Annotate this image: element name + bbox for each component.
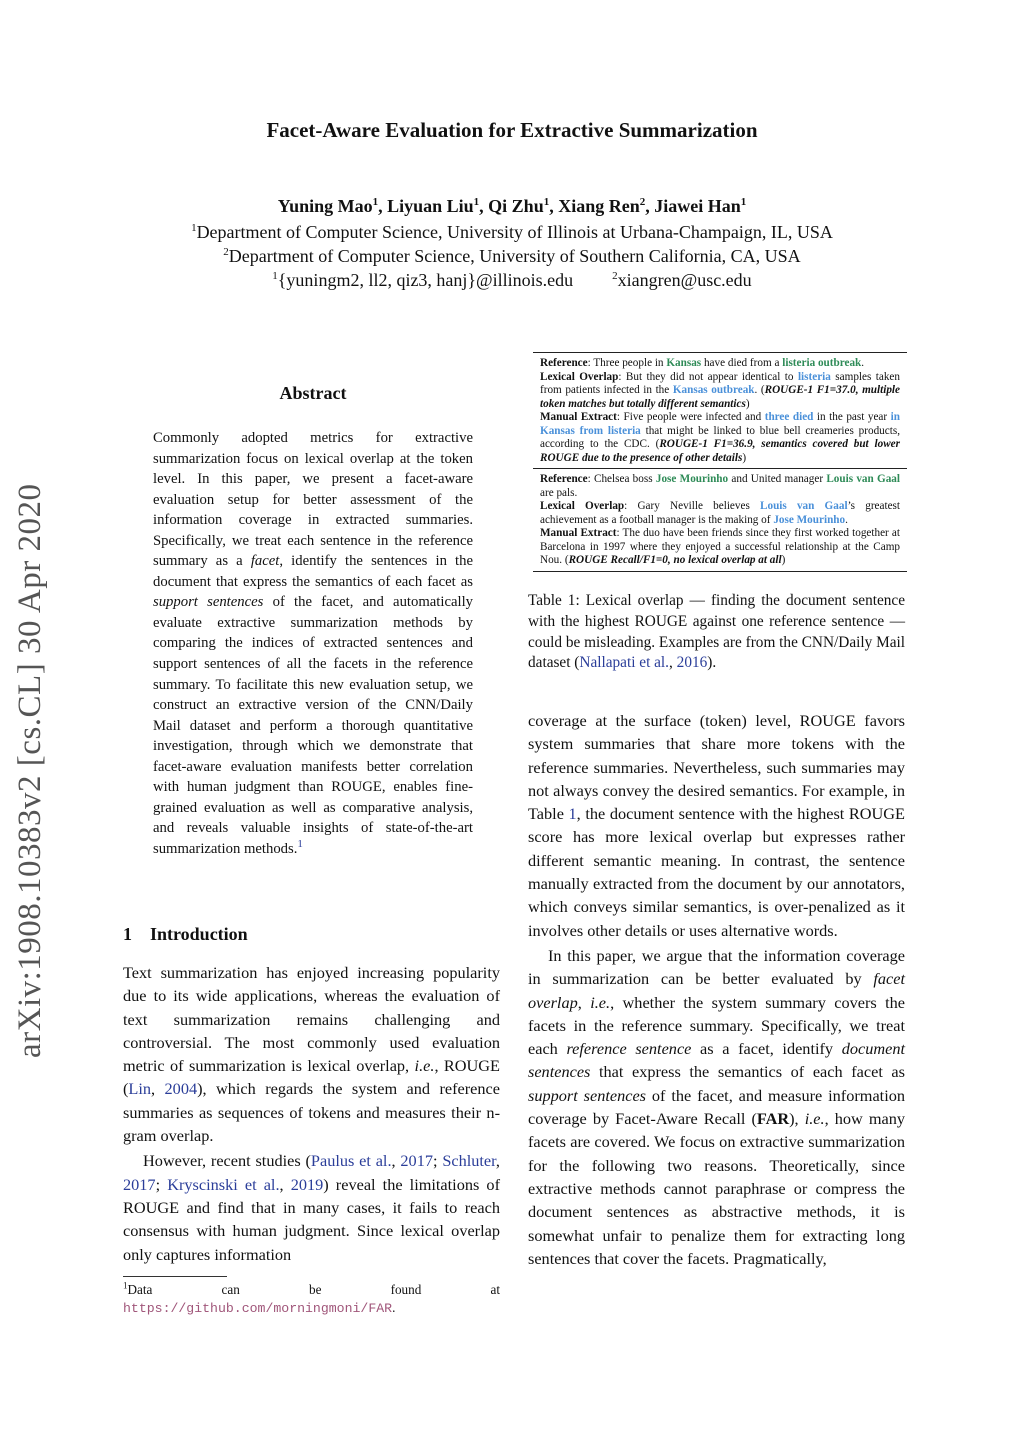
author-sup: 1 (473, 196, 480, 208)
citation-link[interactable]: Lin (128, 1079, 152, 1099)
footnote-link[interactable]: 1 (297, 838, 303, 851)
example-2-manual-extract: Manual Extract: The duo have been friends since they first worked together at Barcelona in 1997 where they enjoyed a successful relationship at the Camp Nou. (ROUGE Recall/F1=0, no lexical overlap at all) (540, 527, 900, 566)
affiliation-2 (0, 244, 1024, 268)
email-line (0, 268, 1024, 292)
citation-link[interactable]: Schluter (442, 1151, 496, 1171)
abstract-heading: Abstract (279, 383, 347, 403)
example-1-manual-extract: Manual Extract: Five people were infected and three died in the past year in Kansas from listeria that might be linked to blue bell creameries products, according to the CDC. (ROUGE-1 F1=36.9, semantics covered but lower ROUGE due to the presence of other details) (540, 411, 900, 464)
abstract-emphasis: facet (250, 553, 280, 570)
author-list: Yuning Mao$^1$, Liyuan Liu$^1$, Qi Zhu$^1$, Xiang Ren$^2$, Jiawei Han$^1$ (277, 196, 747, 216)
aff-text: Department of Computer Science, University of Southern California, CA, USA (228, 246, 801, 266)
table-1 (533, 352, 907, 572)
right-paragraph-2: In this paper, we argue that the information coverage in summarization can be better evaluated by facet overlap, i.e., whether the system summary covers the facets in the reference summary. Specifically, we treat each reference sentence as a facet, identify document sentences that express the semantics of each facet as support sentences of the facet, and measure information coverage by Facet-Aware Recall (FAR), i.e., how many facets are covered. We focus on extractive summarization for the following two reasons. Theoretically, since extractive methods cannot paraphrase or compress the document sentences as abstractive methods, it is somewhat unfair to penalize them for extracting long sentences that cover the facets. Pragmatically, (528, 945, 906, 1268)
paper-title: Facet-Aware Evaluation for Extractive Summarization (266, 118, 758, 142)
citation-year-link[interactable]: 2004 (164, 1079, 198, 1099)
intro-left-column (123, 961, 500, 1266)
intro-right-column (528, 709, 905, 1270)
citation-year-link[interactable]: 2016 (676, 654, 708, 672)
author-name: Xiang Ren (558, 196, 640, 216)
example-2-reference: Reference: Chelsea boss Jose Mourinho and United manager Louis van Gaal are pals. (540, 473, 900, 499)
footnote-url-link[interactable]: https://github.com/morningmoni/FAR (123, 1300, 393, 1316)
affiliation-1 (0, 220, 1024, 244)
author-sup: 2 (639, 196, 646, 208)
intro-paragraph-2: However, recent studies (Paulus et al., 2017; Schluter, 2017; Kryscinski et al., 2019) reveal the limitations of ROUGE and find that in many cases, it fails to reach consensus with human judgment. Since lexical overlap only captures information (123, 1151, 500, 1264)
author-sup: 1 (543, 196, 550, 208)
abstract-text: , identify the sentences in the document that express the semantics of each facet as (153, 553, 473, 590)
example-1-lexical-overlap: Lexical Overlap: But they did not appear identical to listeria samples taken from patients infected in the Kansas outbreak. (ROUGE-1 F1=37.0, multiple token matches but totally different semantics) (540, 370, 900, 410)
table-caption: Table 1: Lexical overlap — finding the document sentence with the highest ROUGE against one reference sentence — could be misleading. Examples are from the CNN/Daily Mail dataset (Nallapati et al., 2016). (528, 592, 905, 672)
abstract-emphasis: support sentences (153, 594, 264, 611)
author-sup: 1 (740, 196, 747, 208)
author-sup: 1 (372, 196, 379, 208)
author-name: Qi Zhu (488, 196, 544, 216)
example-2-lexical-overlap: Lexical Overlap: Gary Neville believes Louis van Gaal’s greatest achievement as a football manager is the making of Jose Mourinho. (540, 500, 901, 526)
footnote-rule (123, 1276, 227, 1277)
section-heading (123, 924, 248, 945)
citation-year-link[interactable]: 2019 (290, 1174, 324, 1194)
citation-link[interactable]: Nallapati et al. (579, 654, 670, 672)
footnote-mark: 1 (123, 1280, 128, 1291)
aff-sup: 2 (223, 246, 229, 258)
author-name: Jiawei Han (654, 196, 741, 216)
arxiv-stamp: arXiv:1908.10383v2 [cs.CL] 30 Apr 2020 (12, 483, 48, 1058)
abstract-text: Commonly adopted metrics for extractive summarization focus on lexical overlap at the token level. In this paper, we present a facet-aware evaluation setup for better assessment of the information coverage in extracted summaries. Specifically, we treat each sentence in the reference summary as a (153, 430, 473, 570)
citation-year-link[interactable]: 2017 (400, 1151, 433, 1171)
author-name: Liyuan Liu (387, 196, 474, 216)
table-bottom-rule (533, 571, 907, 572)
citation-year-link[interactable]: 2017 (123, 1174, 156, 1194)
citation-link[interactable]: Kryscinski et al. (167, 1174, 280, 1194)
email-sup: 1 (272, 270, 278, 282)
footnote: $^1$Data can be found at https://github.com/morningmoni/FAR. (123, 1280, 500, 1316)
aff-sup: 1 (191, 222, 197, 234)
table-example-1 (533, 353, 907, 468)
table-ref-link[interactable]: 1 (568, 804, 577, 824)
abstract-body (153, 428, 473, 859)
table-example-2 (533, 469, 907, 571)
intro-paragraph-1: Text summarization has enjoyed increasing popularity due to its wide applications, whereas the evaluation of text summarization remains challenging and controversial. The most commonly used evaluation metric of summarization is lexical overlap, i.e., ROUGE (Lin, 2004), which regards the system and reference summaries as sequences of tokens and measures their n-gram overlap. (123, 963, 501, 1146)
email-1: {yuningm2, ll2, qiz3, hanj}@illinois.edu (277, 270, 574, 290)
abstract-text: of the facet, and automatically evaluate extractive summarization methods by comparing the indices of extracted sentences and support sentences of all the facets in the reference summary. To facilitate this new evaluation setup, we construct an extractive version of the CNN/Daily Mail dataset and perform a thorough quantitative investigation, through which we demonstrate that facet-aware evaluation manifests better correlation with human judgment than ROUGE, enables fine-grained evaluation as well as comparative analysis, and reveals valuable insights of state-of-the-art summarization methods. (153, 594, 473, 857)
section-number: 1 (123, 924, 132, 944)
aff-text: Department of Computer Science, University of Illinois at Urbana-Champaign, IL, USA (196, 222, 833, 242)
author-name: Yuning Mao (277, 196, 373, 216)
footnote-text: Data can be found at (127, 1282, 500, 1297)
email-2: xiangren@usc.edu (617, 270, 752, 290)
citation-link[interactable]: Paulus et al. (310, 1151, 392, 1171)
email-sup: 2 (612, 270, 618, 282)
example-1-reference: Reference: Three people in Kansas have died from a listeria outbreak. (540, 357, 865, 369)
right-paragraph-1: coverage at the surface (token) level, ROUGE favors system summaries that share more tokens with the reference summaries. Nevertheless, such summaries may not always convey the desired semantics. For example, in Table 1, the document sentence with the highest ROUGE score has more lexical overlap but expresses rather different semantic meaning. In contrast, the sentence manually extracted from the document by our annotators, which conveys similar semantics, is over-penalized as it involves other details or uses alternative words. (528, 711, 905, 940)
section-title: Introduction (150, 924, 248, 944)
